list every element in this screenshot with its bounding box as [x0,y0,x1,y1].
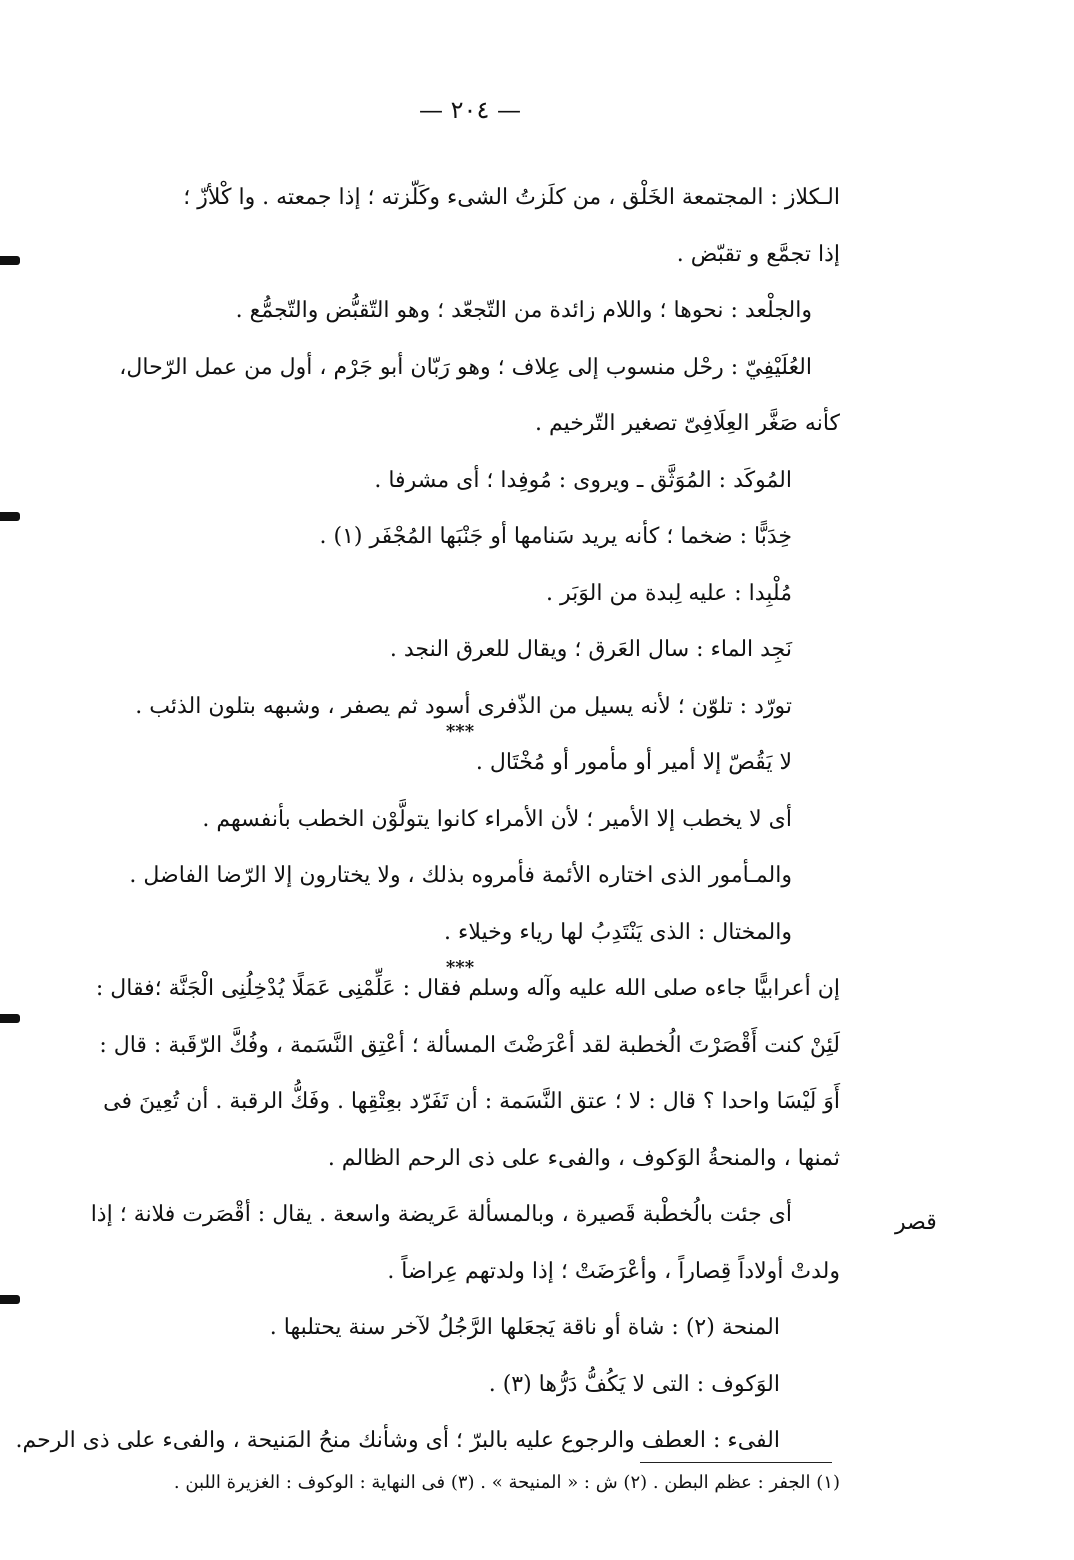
text-line: لَئِنْ كنت أَقْصَرْتَ الُخطبة لقد أعْرَضْتَ المسألة ؛ أعْتِق النَّسَمة ، وفُكَّ الرّقَبة : قال : [99,1032,840,1058]
text-line: المُوكَد : المُوَثَّق ـ ويروى : مُوفِدا ؛ أى مشرفا . [374,467,792,493]
text-line: مُلْبِدا : عليه لِبدة من الوَبَر . [546,580,792,606]
footnote-divider [640,1462,832,1463]
margin-mark [0,1014,20,1023]
text-line: أى لا يخطب إلا الأمير ؛ لأن الأمراء كانوا يتولَّوْن الخطب بأنفسهم . [202,806,792,832]
margin-keyword: قصر [895,1210,937,1235]
text-line: أى جئت بالُخطْبة قَصيرة ، وبالمسألة عَريضة واسعة . يقال : أقْصَرت فلانة ؛ إذا [90,1202,792,1227]
text-line: العُلَيْفِيّ : رحْل منسوب إلى عِلاف ؛ وهو رَبّان أبو جَرْم ، أول من عمل الرّحال، [119,354,812,380]
text-line: ثمنها ، والمنحةُ الوَكوف ، والفىء على ذى الرحم الظالم . [327,1145,840,1171]
text-line: الـكلاز : المجتمعة الخَلْق ، من كلَزتُ الشىء وكَلّزته ؛ إذا جمعته . وا كْلأزّ ؛ [183,185,840,210]
text-line: والمـأمور الذى اختاره الأئمة فأمروه بذلك ، ولا يختارون إلا الرّضا الفاضل . [129,863,792,888]
section-separator: *** [445,957,475,978]
section-separator: *** [445,721,475,742]
text-line: أَوَ لَيْسَا واحدا ؟ قال : لا ؛ عتق النَّسَمة : أن تَفَرّد بعِتْقِها . وفَكُّ الرقبة . أن تُعِينَ فى [103,1089,840,1114]
footnotes: (١) الجفر : عظم البطن . (٢) ش : « المنيحة » . (٣) فى النهاية : الوكوف : الغزيرة اللبن . [173,1472,840,1493]
text-line: ولدتْ أولاداً قِصاراً ، وأعْرَضَتْ ؛ إذا ولدتهم عِراضاً . [387,1258,840,1284]
text-line: الفىء : العطف والرجوع عليه بالبرّ ؛ أى وشأنك منحُ المَنيحة ، والفىء على ذى الرحم. [15,1428,780,1453]
page-number: — ٢٠٤ — [419,96,521,124]
text-line: المنحة (٢) : شاة أو ناقة يَجعَلها الرَّجُلُ لآخر سنة يحتلبها . [269,1315,780,1340]
text-line: إذا تجمَّع و تقبّض . [676,241,840,267]
text-line: تورّد : تلوّن ؛ لأنه يسيل من الذّفرى أسود ثم يصفر ، وشبهه بتلون الذئب . [135,693,792,719]
margin-mark [0,512,20,521]
text-line: خِدَبًّا : ضخما ؛ كأنه يريد سَنامها أو جَنْبَها المُجْفَر (١) . [319,524,792,549]
margin-mark [0,1295,20,1304]
margin-mark [0,256,20,265]
text-line: نَجِد الماء : سال العَرق ؛ ويقال للعرق النجد . [389,637,792,662]
text-line: والجلْعد : نحوها ؛ واللام زائدة من التّجعّد ؛ وهو التّقبُّض والتّجمُّع . [235,298,812,323]
text-line: والمختال : الذى يَنْتَدِبُ لها رياء وخيلاء . [444,919,792,945]
text-line: لا يَقُصّ إلا أمير أو مأمور أو مُخْتَال . [475,750,792,775]
text-line: إن أعرابيًّا جاءه صلى الله عليه وآله وسلم فقال : عَلِّمْنِى عَمَلًا يُدْخِلُنِى الْجَنَّة ؛فقال : [95,976,840,1001]
main-text [15,170,840,1470]
text-line: كأنه صَغَّر العِلَافِىّ تصغير التّرخيم . [535,411,840,436]
text-line: الوَكوف : التى لا يَكُفُّ دَرُّها (٣) . [488,1371,780,1397]
